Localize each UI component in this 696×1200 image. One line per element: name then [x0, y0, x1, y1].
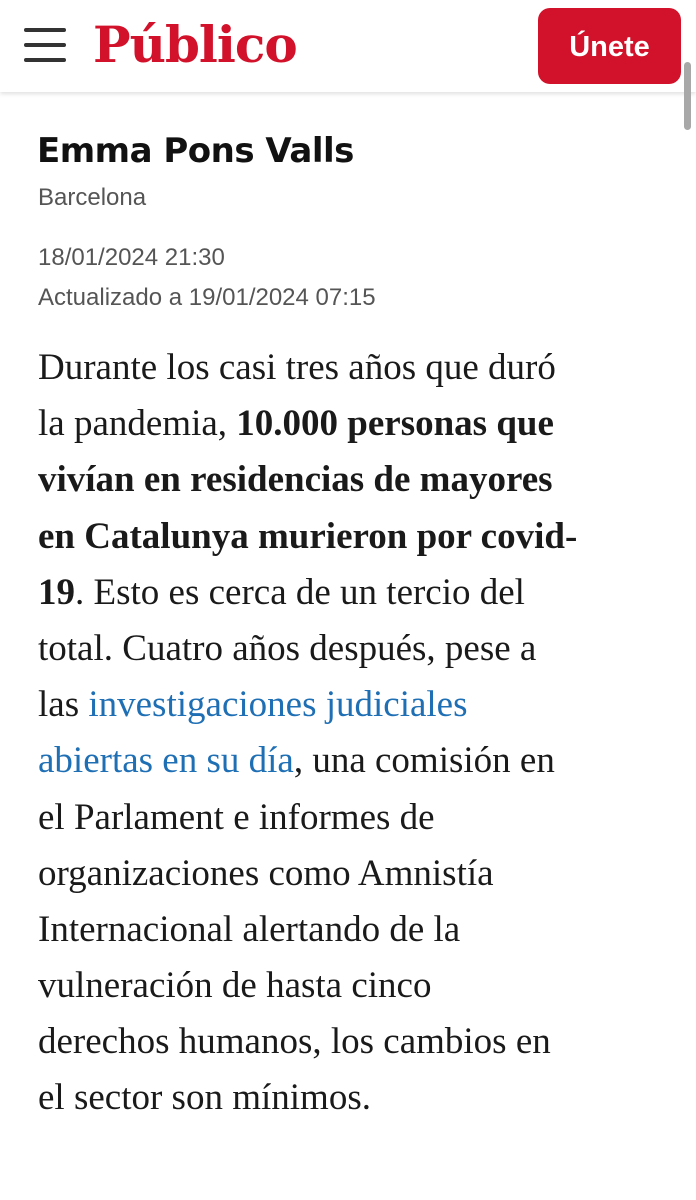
- article-line: organizaciones como Amnistía: [38, 852, 494, 894]
- join-button[interactable]: Únete: [538, 8, 681, 84]
- article-line: [38, 396, 668, 452]
- article-bold-text: 19: [38, 571, 75, 613]
- article-line: Internacional alertando de la: [38, 908, 461, 950]
- investigations-link[interactable]: investigaciones judiciales: [88, 684, 468, 726]
- author-location: Barcelona: [38, 184, 147, 211]
- article-line: [38, 509, 668, 565]
- article-bold-text: 10.000 personas que: [236, 403, 554, 445]
- article-line: Durante los casi tres años que duró: [38, 347, 556, 388]
- updated-date: Actualizado a 19/01/2024 07:15: [38, 284, 376, 311]
- publish-date: 18/01/2024 21:30: [38, 244, 225, 271]
- hamburger-menu-icon[interactable]: [24, 28, 66, 62]
- article-line: derechos humanos, los cambios en: [38, 1021, 551, 1063]
- author-name[interactable]: Emma Pons Valls: [37, 131, 354, 171]
- investigations-link[interactable]: abiertas en su día: [38, 740, 294, 782]
- article-bold-text: en Catalunya murieron por covid-: [38, 515, 578, 557]
- site-header: [0, 0, 696, 92]
- article-line: [38, 565, 668, 621]
- article-line: vulneración de hasta cinco: [38, 965, 432, 1007]
- article-text: las: [38, 684, 89, 726]
- article-line: [38, 677, 668, 733]
- article-text: la pandemia,: [38, 403, 237, 445]
- article-text: . Esto es cerca de un tercio del: [75, 571, 525, 613]
- article-line: total. Cuatro años después, pese a: [38, 627, 537, 669]
- article-text: , una comisión en: [293, 740, 555, 782]
- article-line: [38, 452, 668, 508]
- article-body: [38, 340, 668, 1127]
- article-line: el Parlament e informes de: [38, 796, 435, 838]
- site-logo[interactable]: Público: [93, 15, 297, 74]
- article-line: el sector son mínimos.: [38, 1077, 371, 1119]
- article-line: [38, 733, 668, 789]
- scrollbar-thumb[interactable]: [684, 62, 691, 130]
- article-bold-text: vivían en residencias de mayores: [38, 459, 553, 501]
